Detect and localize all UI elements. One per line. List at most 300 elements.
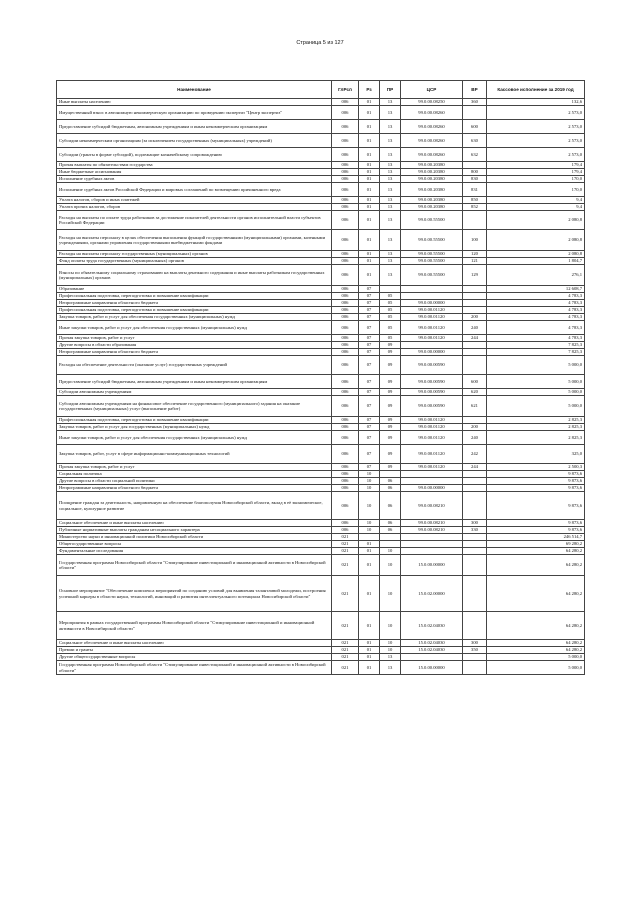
row-csr: 99.0.00.00590	[401, 375, 463, 389]
row-pr: 05	[380, 307, 401, 314]
row-name: Субсидии некоммерческим организациям (за исключением государственных (муниципальных) учреждений)	[57, 134, 332, 148]
row-name: Публичные нормативные выплаты гражданам несоциального характера	[57, 527, 332, 534]
table-row	[57, 527, 585, 534]
row-csr: 99.0.00.01120	[401, 445, 463, 464]
row-name: Прочая выплаты по обязательствам государства	[57, 162, 332, 169]
row-glrsp: 006	[332, 485, 359, 492]
row-rz: 07	[359, 445, 380, 464]
row-pr: 05	[380, 321, 401, 335]
row-csr: 99.0.00.00590	[401, 356, 463, 375]
row-rz: 10	[359, 492, 380, 520]
row-name: Имущественный взнос в автономную некоммерческую организацию по проведению экспертиз "Центр экспертиз"	[57, 106, 332, 120]
row-pr: 13	[380, 99, 401, 106]
row-sum: 9 873,6	[487, 527, 585, 534]
row-rz: 10	[359, 478, 380, 485]
row-name: Непрограммные направления областного бюджета	[57, 300, 332, 307]
row-sum: 4 783,3	[487, 300, 585, 307]
row-name: Профессиональная подготовка, переподготовка и повышение квалификации	[57, 293, 332, 300]
col-name-header: Наименование	[57, 81, 332, 99]
row-vr: 100	[463, 230, 487, 251]
row-rz: 01	[359, 99, 380, 106]
row-glrsp: 006	[332, 169, 359, 176]
row-pr: 13	[380, 265, 401, 286]
row-pr: 13	[380, 134, 401, 148]
col-vr-header: ВР	[463, 81, 487, 99]
row-name: Расходы на выплаты по оплате труда работников за достижение показателей деятельности органов исполнительной власти субъектов Российской Федерации	[57, 211, 332, 230]
row-name: Мероприятия в рамках государственной программы Новосибирской области "Стимулирование инвестиционной и инновационной активности в Новосибирской области"	[57, 612, 332, 640]
row-sum: 5 000,0	[487, 375, 585, 389]
row-csr: 99.0.00.01120	[401, 307, 463, 314]
row-name: Другие вопросы в области социальной политики	[57, 478, 332, 485]
row-pr: 10	[380, 576, 401, 612]
row-rz: 07	[359, 314, 380, 321]
row-name: Фундаментальные исследования	[57, 548, 332, 555]
row-vr: 200	[463, 424, 487, 431]
row-sum: 64 280,2	[487, 555, 585, 576]
table-row	[57, 576, 585, 612]
row-csr: 99.0.00.08260	[401, 120, 463, 134]
row-sum: 9 873,6	[487, 485, 585, 492]
row-vr: 120	[463, 251, 487, 258]
row-sum: 7 825,3	[487, 342, 585, 349]
row-sum: 2 080,8	[487, 230, 585, 251]
row-glrsp: 006	[332, 335, 359, 342]
row-pr: 13	[380, 169, 401, 176]
row-sum: 2 080,8	[487, 211, 585, 230]
row-sum: 2 825,3	[487, 431, 585, 445]
table-row	[57, 162, 585, 169]
row-glrsp: 006	[332, 314, 359, 321]
table-row	[57, 478, 585, 485]
row-name: Государственная программа Новосибирской области "Стимулирование инвестиционной и инновационной активности в Новосибирской области"	[57, 661, 332, 675]
row-pr: 13	[380, 197, 401, 204]
table-row	[57, 471, 585, 478]
row-vr	[463, 541, 487, 548]
row-vr	[463, 478, 487, 485]
row-csr: 99.0.00.00590	[401, 396, 463, 417]
col-sum-header: Кассовое исполнение за 2019 год	[487, 81, 585, 99]
row-name: Министерство науки и инновационной политики Новосибирской области	[57, 534, 332, 541]
row-glrsp: 006	[332, 396, 359, 417]
row-rz: 01	[359, 265, 380, 286]
row-glrsp: 006	[332, 464, 359, 471]
row-glrsp: 006	[332, 258, 359, 265]
row-csr: 15.0.02.04030	[401, 647, 463, 654]
row-rz: 01	[359, 134, 380, 148]
row-name: Расходы на обеспечение деятельности (оказание услуг) государственных учреждений	[57, 356, 332, 375]
table-row	[57, 204, 585, 211]
row-rz: 01	[359, 541, 380, 548]
row-name: Фонд оплаты труда государственных (муниципальных) органов	[57, 258, 332, 265]
row-rz: 01	[359, 106, 380, 120]
row-glrsp: 006	[332, 342, 359, 349]
row-sum: 2 500,3	[487, 464, 585, 471]
row-vr	[463, 612, 487, 640]
row-csr: 99.0.00.01120	[401, 321, 463, 335]
row-vr	[463, 349, 487, 356]
row-pr: 13	[380, 162, 401, 169]
table-row	[57, 661, 585, 675]
row-name: Образование	[57, 286, 332, 293]
row-name: Закупка товаров, работ и услуг для государственных (муниципальных) нужд	[57, 424, 332, 431]
row-name: Иные бюджетные ассигнования	[57, 169, 332, 176]
table-row	[57, 148, 585, 162]
row-glrsp: 006	[332, 492, 359, 520]
row-pr: 13	[380, 654, 401, 661]
row-csr: 99.0.00.08250	[401, 99, 463, 106]
row-rz: 01	[359, 258, 380, 265]
row-pr: 10	[380, 548, 401, 555]
row-glrsp: 021	[332, 534, 359, 541]
row-vr: 240	[463, 431, 487, 445]
row-csr: 99.0.00.00000	[401, 300, 463, 307]
row-csr: 99.0.00.20380	[401, 197, 463, 204]
row-csr: 99.0.00.55500	[401, 258, 463, 265]
row-name: Предоставление субсидий бюджетным, автономным учреждениям и иным некоммерческим организациям	[57, 120, 332, 134]
row-vr	[463, 300, 487, 307]
row-glrsp: 006	[332, 520, 359, 527]
row-sum: 170,0	[487, 183, 585, 197]
table-row	[57, 99, 585, 106]
row-pr: 05	[380, 300, 401, 307]
row-csr: 99.0.00.55500	[401, 265, 463, 286]
row-vr	[463, 492, 487, 520]
col-glrsp-header: ГлРсп	[332, 81, 359, 99]
row-name: Расходы на выплаты персоналу в целях обеспечения выполнения функций государственными (муниципальными) органами, казенными учреждениями, органами управления государственными внебюджетными фондами	[57, 230, 332, 251]
row-glrsp: 006	[332, 307, 359, 314]
row-name: Прочая закупка товаров, работ и услуг	[57, 335, 332, 342]
row-sum: 9 873,6	[487, 520, 585, 527]
table-row	[57, 286, 585, 293]
row-glrsp: 006	[332, 230, 359, 251]
row-pr: 13	[380, 148, 401, 162]
row-pr: 13	[380, 106, 401, 120]
row-name: Профессиональная подготовка, переподготовка и повышение квалификации	[57, 307, 332, 314]
row-pr	[380, 286, 401, 293]
row-pr: 09	[380, 445, 401, 464]
row-name: Социальное обеспечение и иные выплаты населению	[57, 640, 332, 647]
row-rz: 10	[359, 520, 380, 527]
page-number: Страница 5 из 127	[296, 40, 344, 46]
table-row	[57, 356, 585, 375]
table-row	[57, 307, 585, 314]
row-sum: 2 825,3	[487, 417, 585, 424]
row-vr	[463, 548, 487, 555]
row-glrsp: 006	[332, 197, 359, 204]
row-csr: 15.0.00.00000	[401, 661, 463, 675]
budget-table	[56, 80, 585, 675]
table-row	[57, 120, 585, 134]
row-rz	[359, 534, 380, 541]
row-glrsp: 021	[332, 555, 359, 576]
row-sum: 179,4	[487, 169, 585, 176]
row-sum: 4 783,3	[487, 335, 585, 342]
table-row	[57, 520, 585, 527]
row-sum: 4 783,3	[487, 314, 585, 321]
row-pr: 09	[380, 464, 401, 471]
row-rz: 07	[359, 293, 380, 300]
table-row	[57, 417, 585, 424]
row-vr: 620	[463, 389, 487, 396]
row-csr: 99.0.00.55500	[401, 230, 463, 251]
row-glrsp: 006	[332, 204, 359, 211]
row-pr: 06	[380, 492, 401, 520]
row-vr	[463, 417, 487, 424]
row-rz: 01	[359, 661, 380, 675]
row-vr: 600	[463, 120, 487, 134]
row-sum: 4 783,3	[487, 307, 585, 314]
table-row	[57, 424, 585, 431]
row-sum: 64 280,2	[487, 612, 585, 640]
row-rz: 01	[359, 211, 380, 230]
row-pr: 09	[380, 431, 401, 445]
row-name: Социальная политика	[57, 471, 332, 478]
table-row	[57, 612, 585, 640]
row-rz: 01	[359, 162, 380, 169]
row-vr: 121	[463, 258, 487, 265]
row-csr: 15.0.02.04030	[401, 640, 463, 647]
row-name: Поощрение граждан за деятельность, направленную на обеспечение благополучия Новосибирской области, вклад в её экономическое, социальное, культурное развитие	[57, 492, 332, 520]
row-sum: 4 783,3	[487, 293, 585, 300]
row-vr	[463, 471, 487, 478]
row-pr: 06	[380, 527, 401, 534]
row-pr: 10	[380, 647, 401, 654]
row-vr: 800	[463, 169, 487, 176]
row-vr: 330	[463, 527, 487, 534]
row-sum: 2 080,8	[487, 251, 585, 258]
row-pr: 13	[380, 204, 401, 211]
row-csr: 99.0.00.01120	[401, 424, 463, 431]
row-sum: 325,0	[487, 445, 585, 464]
table-row	[57, 314, 585, 321]
row-rz: 07	[359, 396, 380, 417]
row-glrsp: 021	[332, 647, 359, 654]
table-row	[57, 134, 585, 148]
row-sum: 9 873,6	[487, 478, 585, 485]
row-vr	[463, 106, 487, 120]
row-glrsp: 006	[332, 120, 359, 134]
row-rz: 07	[359, 342, 380, 349]
row-sum: 2 573,0	[487, 134, 585, 148]
row-glrsp: 006	[332, 148, 359, 162]
row-rz: 10	[359, 471, 380, 478]
row-name: Иные выплаты населению	[57, 99, 332, 106]
row-sum: 9,4	[487, 197, 585, 204]
row-name: Основное мероприятие "Обеспечение комплекса мероприятий по созданию условий для выявления талантливой молодежи, построения успешной карьеры в области науки, технологий, инноваций и развития интеллектуального потенциала Новосибирской области"	[57, 576, 332, 612]
row-vr: 300	[463, 520, 487, 527]
row-pr: 05	[380, 314, 401, 321]
row-sum: 64 280,2	[487, 548, 585, 555]
row-csr: 15.0.02.00000	[401, 576, 463, 612]
row-pr: 09	[380, 356, 401, 375]
row-vr: 630	[463, 134, 487, 148]
row-vr	[463, 661, 487, 675]
row-glrsp: 021	[332, 661, 359, 675]
row-csr: 99.0.00.01120	[401, 417, 463, 424]
row-vr: 600	[463, 375, 487, 389]
row-sum: 170,0	[487, 176, 585, 183]
row-sum: 276,1	[487, 265, 585, 286]
row-pr: 13	[380, 211, 401, 230]
row-pr: 13	[380, 661, 401, 675]
row-rz: 01	[359, 169, 380, 176]
row-glrsp: 006	[332, 251, 359, 258]
table-row	[57, 445, 585, 464]
table-row	[57, 321, 585, 335]
table-row	[57, 534, 585, 541]
row-glrsp: 006	[332, 424, 359, 431]
row-glrsp: 021	[332, 654, 359, 661]
row-glrsp: 006	[332, 211, 359, 230]
col-pr-header: ПР	[380, 81, 401, 99]
row-name: Иные закупки товаров, работ и услуг для обеспечения государственных (муниципальных) нужд	[57, 431, 332, 445]
row-vr: 632	[463, 148, 487, 162]
row-sum: 2 573,0	[487, 148, 585, 162]
row-csr: 99.0.00.08210	[401, 492, 463, 520]
row-rz: 01	[359, 251, 380, 258]
table-row	[57, 300, 585, 307]
table-row	[57, 464, 585, 471]
row-csr: 99.0.00.55500	[401, 251, 463, 258]
row-csr	[401, 541, 463, 548]
row-glrsp: 006	[332, 99, 359, 106]
row-csr: 99.0.00.00000	[401, 485, 463, 492]
col-rz-header: Рз	[359, 81, 380, 99]
table-row	[57, 335, 585, 342]
row-glrsp: 006	[332, 445, 359, 464]
row-pr: 10	[380, 555, 401, 576]
row-csr: 99.0.00.55500	[401, 211, 463, 230]
row-sum: 4 783,3	[487, 321, 585, 335]
row-vr: 244	[463, 335, 487, 342]
row-name: Взносы по обязательному социальному страхованию на выплаты денежного содержания и иные выплаты работникам государственных (муниципальных) органов	[57, 265, 332, 286]
row-glrsp: 006	[332, 417, 359, 424]
row-glrsp: 006	[332, 106, 359, 120]
row-pr: 10	[380, 612, 401, 640]
row-sum: 2 573,0	[487, 120, 585, 134]
table-row	[57, 555, 585, 576]
row-sum: 179,4	[487, 162, 585, 169]
row-csr	[401, 548, 463, 555]
row-vr: 300	[463, 640, 487, 647]
row-rz: 01	[359, 555, 380, 576]
row-rz: 01	[359, 176, 380, 183]
row-csr	[401, 471, 463, 478]
row-rz: 07	[359, 300, 380, 307]
row-vr	[463, 293, 487, 300]
row-vr: 621	[463, 396, 487, 417]
col-csr-header: ЦСР	[401, 81, 463, 99]
row-pr: 09	[380, 375, 401, 389]
row-name: Субсидии (гранты в форме субсидий), подлежащие казначейскому сопровождению	[57, 148, 332, 162]
row-glrsp: 006	[332, 134, 359, 148]
row-vr: 852	[463, 204, 487, 211]
row-csr: 15.0.00.00000	[401, 555, 463, 576]
row-glrsp: 006	[332, 265, 359, 286]
row-rz: 01	[359, 576, 380, 612]
row-glrsp: 006	[332, 162, 359, 169]
table-row	[57, 251, 585, 258]
row-name: Расходы на выплаты персоналу государственных (муниципальных) органов	[57, 251, 332, 258]
row-name: Непрограммные направления областного бюджета	[57, 485, 332, 492]
row-rz: 01	[359, 612, 380, 640]
row-name: Предоставление субсидий бюджетным, автономным учреждениям и иным некоммерческим организациям	[57, 375, 332, 389]
row-vr	[463, 342, 487, 349]
row-csr	[401, 478, 463, 485]
row-csr: 99.0.00.20380	[401, 183, 463, 197]
table-row	[57, 548, 585, 555]
row-glrsp: 006	[332, 286, 359, 293]
row-rz: 07	[359, 424, 380, 431]
row-csr: 99.0.00.08260	[401, 148, 463, 162]
row-pr: 09	[380, 424, 401, 431]
row-name: Общегосударственные вопросы	[57, 541, 332, 548]
row-rz: 10	[359, 485, 380, 492]
row-pr: 05	[380, 293, 401, 300]
table-row	[57, 654, 585, 661]
row-csr: 99.0.00.08210	[401, 527, 463, 534]
row-name: Социальное обеспечение и иные выплаты населению	[57, 520, 332, 527]
row-glrsp: 021	[332, 612, 359, 640]
row-sum: 9 873,6	[487, 492, 585, 520]
row-csr	[401, 534, 463, 541]
row-rz: 01	[359, 197, 380, 204]
row-pr: 09	[380, 417, 401, 424]
row-sum: 5 000,0	[487, 396, 585, 417]
row-name: Непрограммные направления областного бюджета	[57, 349, 332, 356]
row-name: Премии и гранты	[57, 647, 332, 654]
table-row	[57, 375, 585, 389]
row-vr: 242	[463, 445, 487, 464]
row-csr: 99.0.00.08260	[401, 134, 463, 148]
row-rz: 01	[359, 230, 380, 251]
row-csr: 99.0.00.00590	[401, 389, 463, 396]
row-rz: 07	[359, 349, 380, 356]
row-csr: 99.0.00.08210	[401, 520, 463, 527]
row-pr	[380, 534, 401, 541]
row-rz: 07	[359, 307, 380, 314]
row-rz: 07	[359, 375, 380, 389]
row-rz: 01	[359, 148, 380, 162]
row-pr: 13	[380, 251, 401, 258]
row-sum: 69 280,2	[487, 541, 585, 548]
row-sum: 7 825,3	[487, 349, 585, 356]
row-glrsp: 006	[332, 300, 359, 307]
row-vr: 360	[463, 99, 487, 106]
row-glrsp: 006	[332, 471, 359, 478]
row-rz: 01	[359, 120, 380, 134]
row-pr: 05	[380, 335, 401, 342]
row-sum: 5 000,0	[487, 389, 585, 396]
row-pr: 13	[380, 258, 401, 265]
row-csr: 99.0.00.20380	[401, 162, 463, 169]
table-row	[57, 265, 585, 286]
row-pr: 10	[380, 640, 401, 647]
row-vr	[463, 307, 487, 314]
row-vr	[463, 356, 487, 375]
row-name: Другие вопросы в области образования	[57, 342, 332, 349]
row-sum: 2 825,3	[487, 424, 585, 431]
row-csr: 99.0.00.01120	[401, 335, 463, 342]
row-pr: 13	[380, 230, 401, 251]
row-pr	[380, 541, 401, 548]
row-sum: 9,4	[487, 204, 585, 211]
row-csr	[401, 286, 463, 293]
row-sum: 5 000,0	[487, 654, 585, 661]
row-sum: 246 514,7	[487, 534, 585, 541]
row-rz: 07	[359, 464, 380, 471]
row-glrsp: 006	[332, 527, 359, 534]
